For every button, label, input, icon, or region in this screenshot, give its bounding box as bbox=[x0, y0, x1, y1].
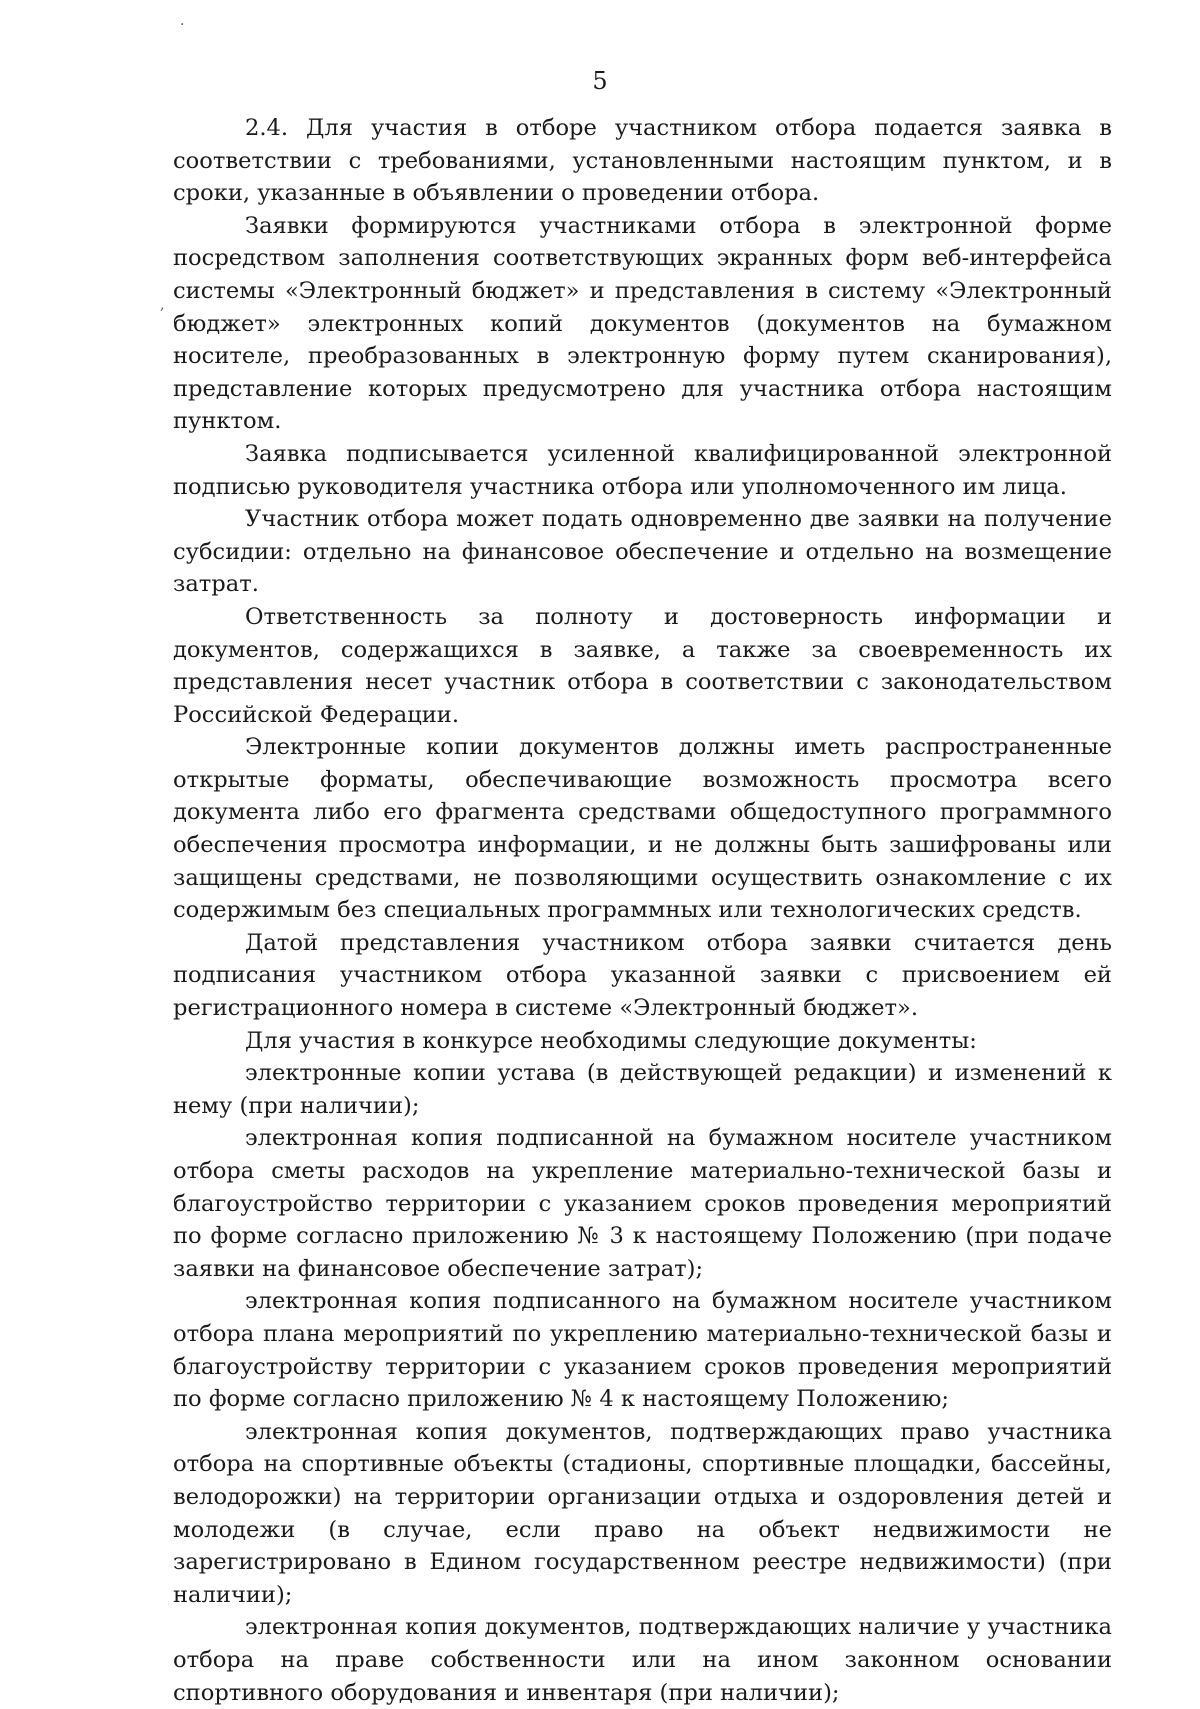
list-item-action-plan: электронная копия подписанного на бумажном носителе участником отбора плана мероприятий по укреплению материально-технической базы и благоустройству территории с указанием сроков проведения мероприятий по форме согласно приложению № 4 к настоящему Положению; bbox=[173, 1288, 1112, 1413]
paragraph-application-form: Заявки формируются участниками отбора в электронной форме посредством заполнения соответствующих экранных форм веб-интерфейса системы «Электронный бюджет» и представления в систему «Электронный бюджет» электронных копий документов (документов на бумажном носителе, преобразованных в электронную форму путем сканирования), представление которых предусмотрено для участника отбора настоящим пунктом. bbox=[173, 212, 1112, 435]
paragraph-file-formats: Электронные копии документов должны иметь распространенные открытые форматы, обеспечивающие возможность просмотра всего документа либо его фрагмента средствами общедоступного программного обеспечения просмотра информации, и не должны быть зашифрованы или защищены средствами, не позволяющими осуществить ознакомление с их содержимым без специальных программных или технологических средств. bbox=[173, 734, 1112, 924]
paragraph-2-4: 2.4. Для участия в отборе участником отбора подается заявка в соответствии с требованиями, установленными настоящим пунктом, и в сроки, указанные в объявлении о проведении отбора. bbox=[173, 115, 1112, 207]
page-number: 5 bbox=[592, 67, 608, 95]
list-item-sports-facilities: электронная копия документов, подтверждающих право участника отбора на спортивные объекты (стадионы, спортивные площадки, бассейны, велодорожки) на территории организации отдыха и оздоровления детей и молодежи (в случае, если право на объект недвижимости не зарегистрировано в Едином государственном реестре недвижимости) (при наличии); bbox=[173, 1418, 1112, 1608]
paragraph-submission-date: Датой представления участником отбора заявки считается день подписания участником отбора указанной заявки с присвоением ей регистрационного номера в системе «Электронный бюджет». bbox=[173, 929, 1112, 1022]
list-item-charter: электронные копии устава (в действующей редакции) и изменений к нему (при наличии); bbox=[173, 1060, 1112, 1119]
document-body bbox=[173, 112, 1112, 1709]
paragraph-two-applications: Участник отбора может подать одновременно две заявки на получение субсидии: отдельно на финансовое обеспечение и отдельно на возмещение затрат. bbox=[173, 506, 1112, 598]
paragraph-responsibility: Ответственность за полноту и достоверность информации и документов, содержащихся в заявке, а также за своевременность их представления несет участник отбора в соответствии с законодательством Российской Федерации. bbox=[173, 603, 1112, 728]
scan-speck: · bbox=[180, 17, 185, 33]
list-item-sports-equipment: электронная копия документов, подтверждающих наличие у участника отбора на праве собственности или на ином законном основании спортивного оборудования и инвентаря (при наличии); bbox=[173, 1614, 1112, 1706]
scan-speck: , bbox=[160, 297, 165, 313]
paragraph-required-documents: Для участия в конкурсе необходимы следующие документы: bbox=[245, 1027, 977, 1054]
list-item-cost-estimate: электронная копия подписанной на бумажном носителе участником отбора сметы расходов на укрепление материально-технической базы и благоустройство территории с указанием сроков проведения мероприятий по форме согласно приложению № 3 к настоящему Положению (при подаче заявки на финансовое обеспечение затрат); bbox=[173, 1125, 1112, 1282]
paragraph-signature: Заявка подписывается усиленной квалифицированной электронной подписью руководителя участника отбора или уполномоченного им лица. bbox=[173, 440, 1112, 500]
